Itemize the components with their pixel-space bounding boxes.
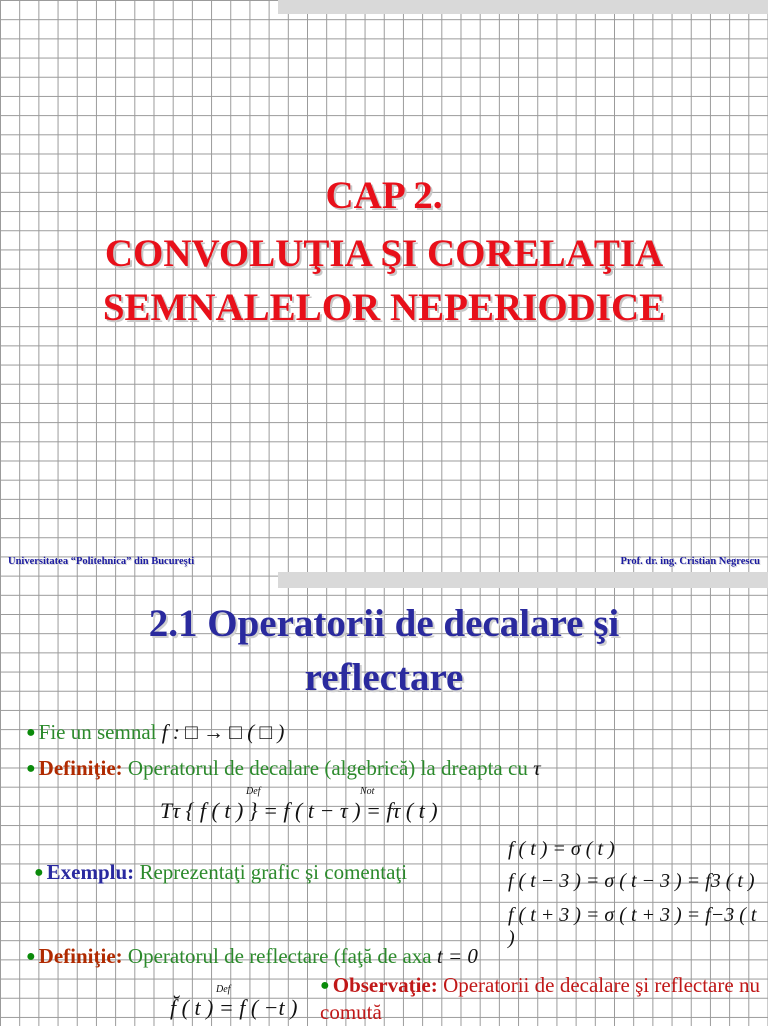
bullet-dot-icon: ● xyxy=(320,977,330,994)
math-axis: t = 0 xyxy=(436,944,478,968)
chapter-title: CAP 2. xyxy=(325,174,443,217)
math-signal-def: f : □ → □ ( □ ) xyxy=(161,720,285,744)
bullet-definition-shift xyxy=(26,756,541,781)
bullet-dot-icon: ● xyxy=(26,724,36,741)
eq-overlabel-def: Def xyxy=(246,786,261,797)
section-title: 2.1 Operatorii de decalare şi xyxy=(148,602,620,645)
footer-university: Universitatea “Politehnica” din Bucureşti xyxy=(8,556,195,567)
bullet-dot-icon: ● xyxy=(26,948,36,965)
slide-header-bar xyxy=(278,0,768,14)
bullet-definition-reflect xyxy=(26,944,478,969)
observation-keyword: Observaţie: xyxy=(332,973,438,997)
chapter-subtitle-line2: SEMNALELOR NEPERIODICE xyxy=(102,286,666,329)
example-text: Reprezentaţi grafic şi comentaţi xyxy=(139,860,408,884)
observation-note xyxy=(320,972,760,1026)
example-eq-1: f ( t ) = σ ( t ) xyxy=(508,838,615,860)
slide-header-bar-2 xyxy=(278,572,768,588)
observation-text: Operatorii de decalare şi reflectare nu comută xyxy=(320,973,761,1024)
definition-text: Operatorul de reflectare (faţă de axa xyxy=(127,944,432,968)
section-title-line2: reflectare xyxy=(304,656,464,699)
equation-reflect: f̆ ( t ) = f ( −t ) xyxy=(170,995,298,1020)
definition-text: Operatorul de decalare (algebrică) la dreapta cu xyxy=(127,756,528,780)
definition-keyword: Definiţie: xyxy=(38,756,123,780)
bullet-dot-icon: ● xyxy=(34,864,44,881)
eq-overlabel-not: Not xyxy=(360,786,375,797)
eq-overlabel-def-2: Def xyxy=(216,984,231,995)
equation-shift: Tτ { f ( t ) } = f ( t − τ ) = fτ ( t ) xyxy=(160,798,438,823)
bullet-text: Fie un semnal xyxy=(38,720,157,744)
bullet-dot-icon: ● xyxy=(26,760,36,777)
bullet-signal xyxy=(26,720,284,745)
chapter-subtitle-line1: CONVOLUŢIA ŞI CORELAŢIA xyxy=(104,232,664,275)
footer-author: Prof. dr. ing. Cristian Negrescu xyxy=(620,556,760,567)
definition-keyword: Definiţie: xyxy=(38,944,123,968)
example-eq-3: f ( t + 3 ) = σ ( t + 3 ) = f−3 ( t ) xyxy=(508,904,757,949)
example-eq-2: f ( t − 3 ) = σ ( t − 3 ) = f3 ( t ) xyxy=(508,870,755,892)
example-keyword: Exemplu: xyxy=(46,860,135,884)
bullet-example xyxy=(34,860,407,885)
math-tau: τ xyxy=(533,756,541,780)
